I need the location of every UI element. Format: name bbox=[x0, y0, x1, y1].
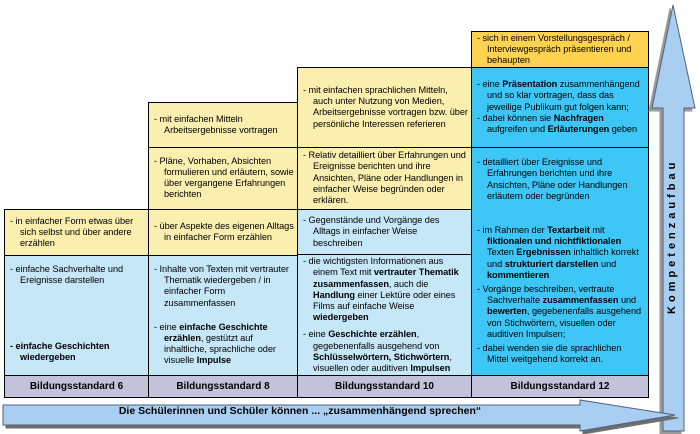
column-bildungsstandard-8 bbox=[148, 102, 298, 398]
bs12-cell-0 bbox=[472, 32, 648, 67]
bullet-text: - Relativ detailliert über Erfahrungen und Ereignisse berichten und ihre Ansichten, Pläne oder Handlungen in einfacher Weise begründen oder erklären. bbox=[303, 150, 466, 205]
column-bildungsstandard-6 bbox=[4, 209, 149, 398]
bullet-text: - mit einfachen Mitteln Arbeitsergebnisse vortragen bbox=[154, 113, 278, 135]
bullet-text: - Inhalte von Texten mit vertrauter Thematik wiedergeben / in einfacher Form zusammenfassen bbox=[154, 263, 289, 308]
bs6-cell-1 bbox=[5, 255, 148, 375]
bullet-text: - im Rahmen der Textarbeit mit fiktionalen und nichtfiktionalen Texten Ergebnissen inhaltlich korrekt und strukturiert darstellen und kommentieren bbox=[477, 225, 639, 280]
column-bildungsstandard-12 bbox=[471, 31, 649, 398]
bullet-text: - einfache Sachverhalte und Ereignisse darstellen bbox=[10, 263, 124, 285]
bs6-footer-label: Bildungsstandard 6 bbox=[5, 375, 148, 397]
bs6-cell-0 bbox=[5, 210, 148, 255]
bullet-text: - dabei können sie Nachfragen aufgreifen und Erläuterungen geben bbox=[477, 112, 638, 135]
bs8-cell-0 bbox=[149, 103, 297, 147]
kompetenzaufbau-label: Kompetenzaufbau bbox=[666, 158, 678, 314]
bs10-cell-2 bbox=[298, 209, 471, 255]
bs12-footer-label: Bildungsstandard 12 bbox=[472, 375, 648, 397]
bullet-text: - mit einfachen sprachlichen Mitteln, auch unter Nutzung von Medien, Arbeitsergebnisse vortragen bzw. über persönliche Interessen referieren bbox=[303, 84, 468, 129]
bullet-text: - Gegenstände und Vorgänge des Alltags in einfacher Weise beschreiben bbox=[303, 215, 440, 248]
bs10-footer-label: Bildungsstandard 10 bbox=[298, 375, 471, 397]
bullet-text: - einfache Geschichten wiedergeben bbox=[10, 340, 110, 362]
bs8-cell-2 bbox=[149, 209, 297, 255]
bullet-text: - sich in einem Vorstellungsgespräch / Interviewgespräch präsentieren und behaupten bbox=[477, 32, 632, 66]
bs8-footer-label: Bildungsstandard 8 bbox=[149, 375, 297, 397]
bullet-text: - dabei wenden sie die sprachlichen Mittel weitgehend korrekt an. bbox=[477, 343, 622, 365]
bs10-cell-0 bbox=[298, 68, 471, 147]
bullet-text: - eine Präsentation zusammenhängend und so klar vortragen, dass das jeweilige Publikum gut folgen kann; bbox=[477, 79, 640, 112]
bs8-cell-1 bbox=[149, 147, 297, 209]
bottom-arrow-label: Die Schülerinnen und Schüler können ... „zusammenhängend sprechen“ bbox=[118, 405, 482, 417]
bullet-text: - die wichtigsten Informationen aus einem Text mit vertrauter Thematik zusammenfassen, auch die Handlung einer Lektüre oder eines Films auf einfache Weise wiedergeben bbox=[303, 256, 459, 323]
bs10-cell-3 bbox=[298, 254, 471, 375]
bullet-text: - Pläne, Vorhaben, Absichten formulieren und erläutern, sowie über vergangene Erfahrungen berichten bbox=[154, 155, 294, 200]
bs8-cell-3 bbox=[149, 255, 297, 376]
bullet-text: - in einfacher Form etwas über sich selbst und über andere erzählen bbox=[10, 215, 134, 248]
bullet-text: - über Aspekte des eigenen Alltags in einfacher Form erzählen bbox=[154, 220, 294, 243]
bs12-cell-1 bbox=[472, 67, 648, 147]
bs12-cell-2 bbox=[472, 147, 648, 375]
bullet-text: - eine Geschichte erzählen, gegebenenfalls ausgehend von Schlüsselwörtern, Stichwörtern, visuellen oder auditiven Impulsen bbox=[303, 329, 452, 374]
bullet-text: - Vorgänge beschreiben, vertraute Sachverhalte zusammenfassen und bewerten, gegebenenfalls ausgehend von Stichwörtern, visuellen oder auditiven Impulsen; bbox=[477, 284, 642, 339]
column-bildungsstandard-10 bbox=[297, 67, 472, 398]
bs10-cell-1 bbox=[298, 147, 471, 209]
bullet-text: - detailliert über Ereignisse und Erfahrungen berichten und ihre Ansichten, Pläne oder Handlungen erläutern oder begründen bbox=[477, 157, 628, 201]
bullet-text: - eine einfache Geschichte erzählen, gestützt auf inhaltliche, sprachliche oder visuelle Impulse bbox=[154, 321, 276, 366]
